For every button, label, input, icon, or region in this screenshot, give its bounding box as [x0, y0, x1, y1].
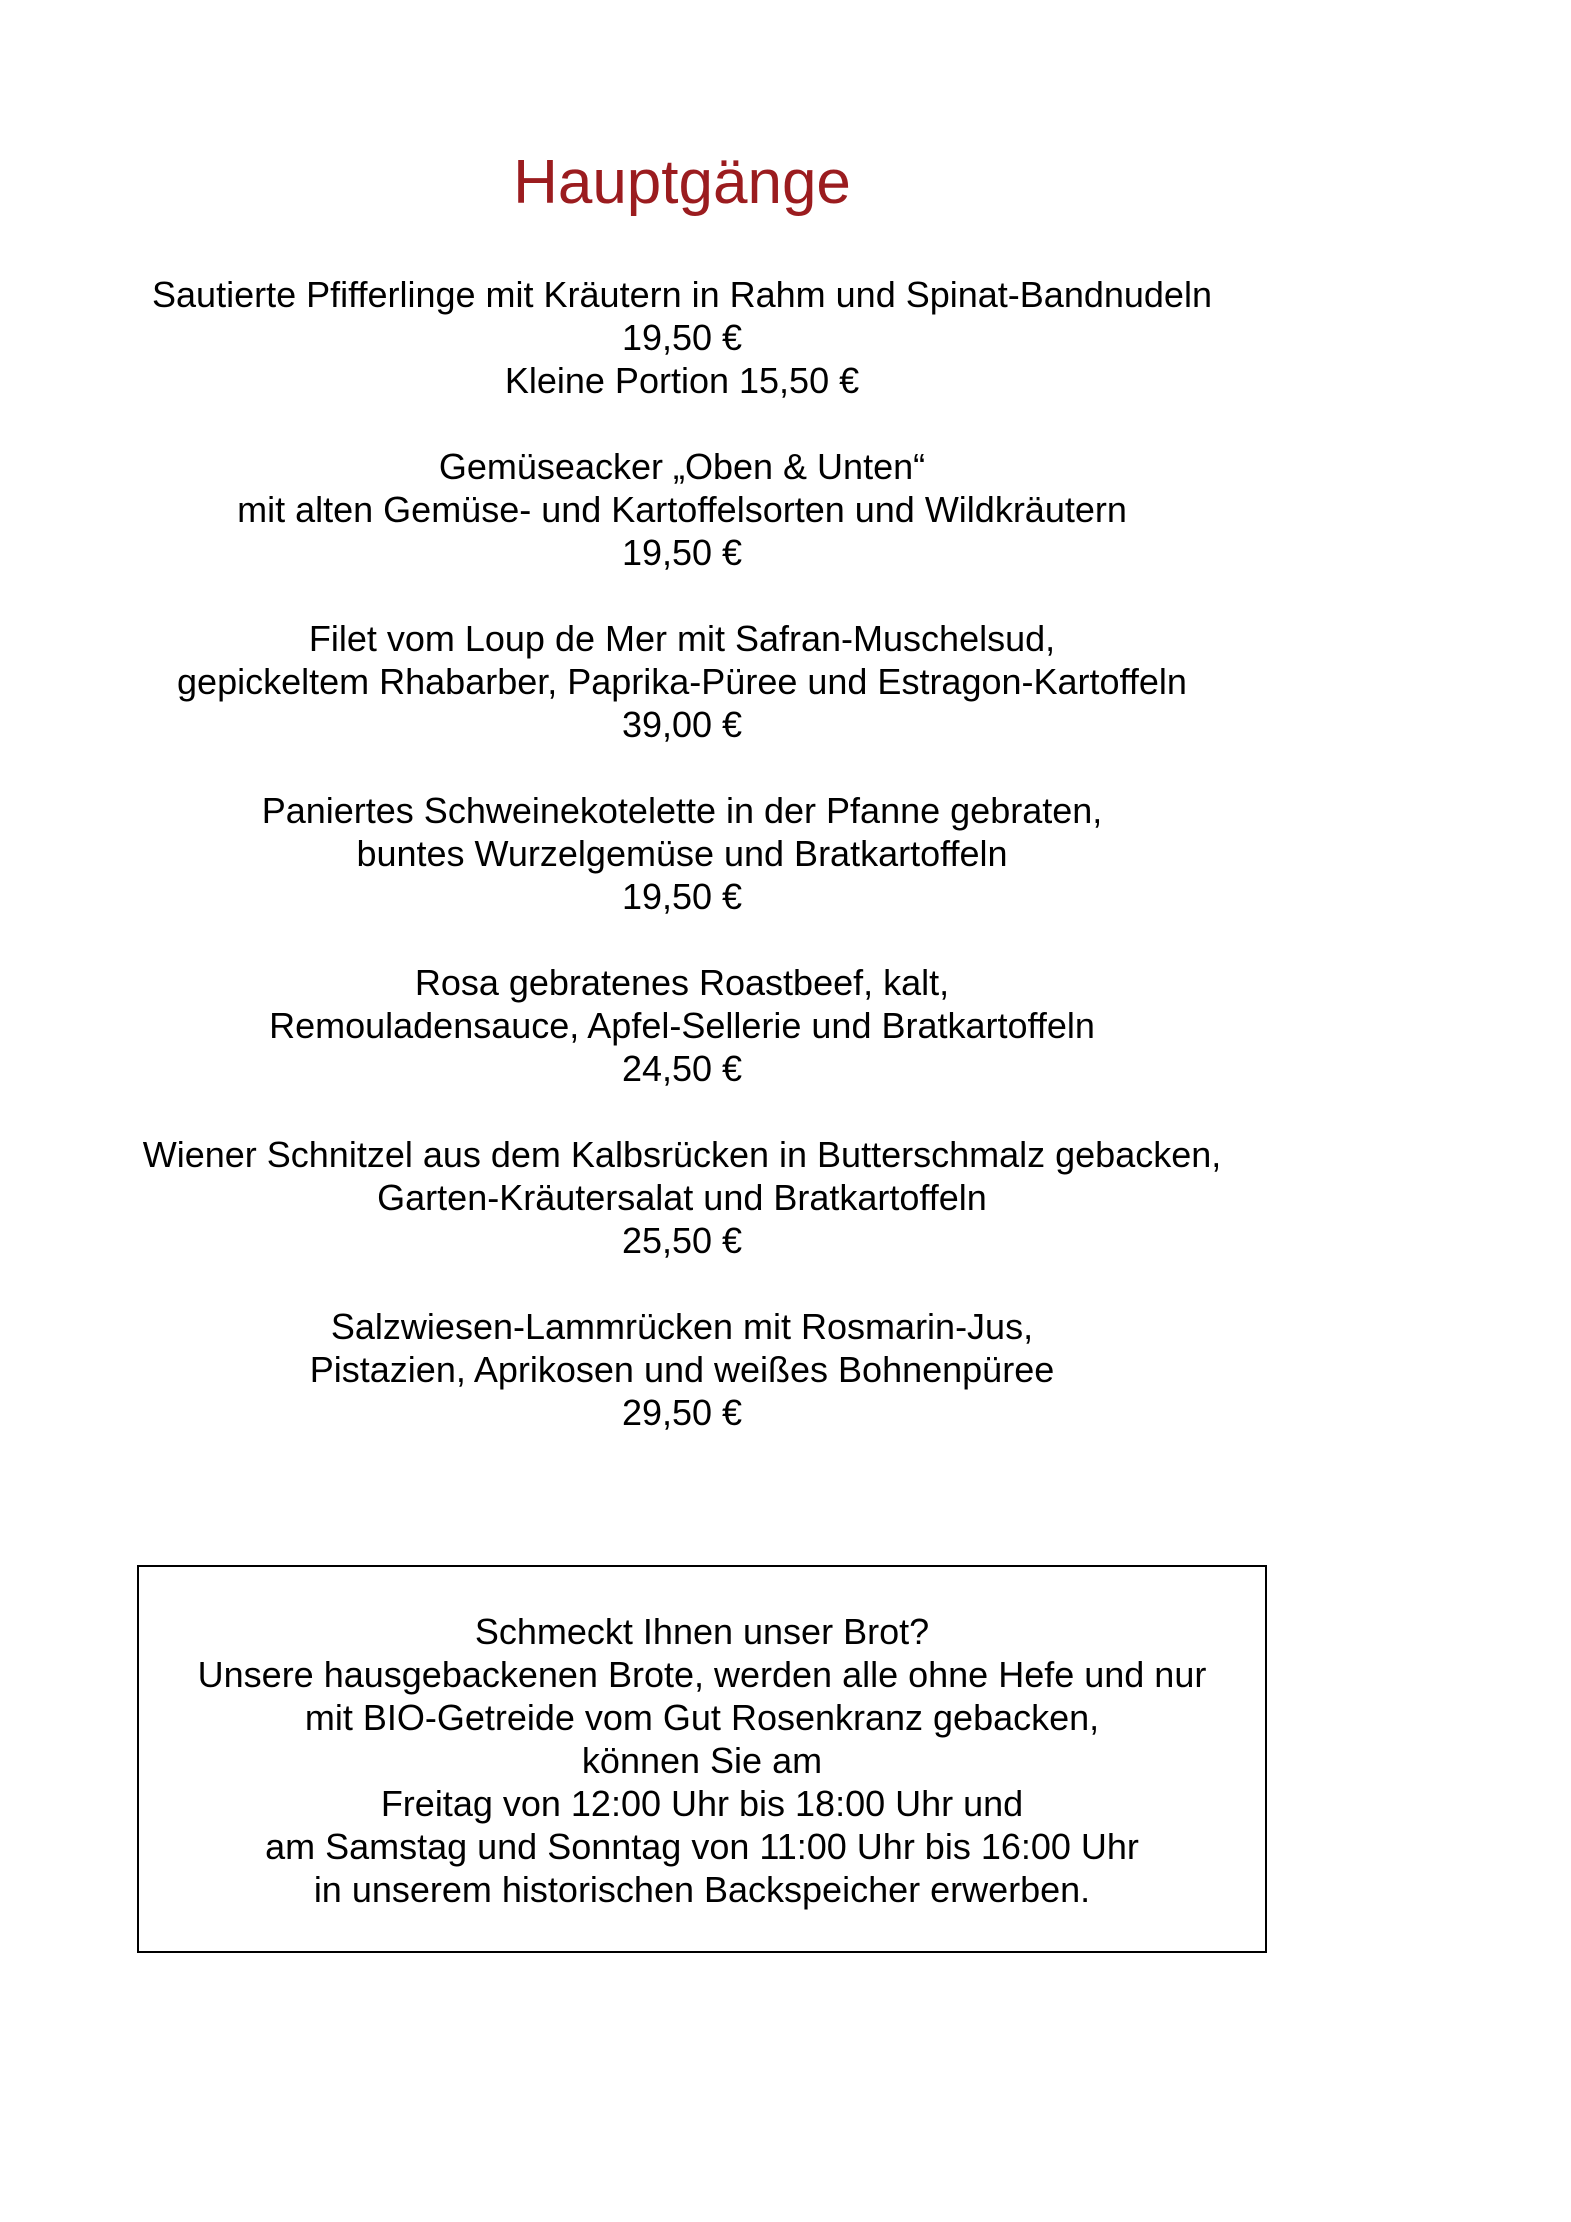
dish-price: 19,50 € [621, 317, 743, 358]
dish-item [0, 1133, 1364, 1262]
bread-info-box [137, 1565, 1267, 1953]
dish-item [0, 789, 1364, 918]
dish-description: Pistazien, Aprikosen und weißes Bohnenpüree [309, 1349, 1055, 1390]
dish-price: 39,00 € [621, 704, 743, 745]
main-course-list [0, 273, 1364, 1477]
bread-info-text: können Sie am [581, 1740, 823, 1781]
dish-description: Salzwiesen-Lammrücken mit Rosmarin-Jus, [330, 1306, 1034, 1347]
dish-description: Rosa gebratenes Roastbeef, kalt, [414, 962, 950, 1003]
dish-description: Gemüseacker „Oben & Unten“ [438, 446, 926, 487]
bread-info-hours-friday: Freitag von 12:00 Uhr bis 18:00 Uhr und [380, 1783, 1024, 1824]
bread-info-hours-weekend: am Samstag und Sonntag von 11:00 Uhr bis 16:00 Uhr [265, 1826, 1139, 1867]
dish-description: Sautierte Pfifferlinge mit Kräutern in Rahm und Spinat-Bandnudeln [152, 274, 1212, 315]
bread-info-text: in unserem historischen Backspeicher erwerben. [313, 1869, 1091, 1910]
dish-description: gepickeltem Rhabarber, Paprika-Püree und Estragon-Kartoffeln [177, 661, 1187, 702]
dish-item [0, 617, 1364, 746]
page-title: Hauptgänge [513, 148, 851, 217]
dish-item [0, 273, 1364, 402]
dish-description: buntes Wurzelgemüse und Bratkartoffeln [356, 833, 1008, 874]
dish-description: Wiener Schnitzel aus dem Kalbsrücken in Butterschmalz gebacken, [142, 1134, 1222, 1175]
dish-item [0, 961, 1364, 1090]
dish-price: 29,50 € [621, 1392, 743, 1433]
dish-item [0, 445, 1364, 574]
bread-info-text: mit BIO-Getreide vom Gut Rosenkranz gebacken, [304, 1697, 1100, 1738]
dish-item [0, 1305, 1364, 1434]
dish-price: 24,50 € [621, 1048, 743, 1089]
dish-description: Filet vom Loup de Mer mit Safran-Muschelsud, [308, 618, 1056, 659]
dish-price: 19,50 € [621, 876, 743, 917]
dish-price: 19,50 € [621, 532, 743, 573]
dish-description: Paniertes Schweinekotelette in der Pfanne gebraten, [261, 790, 1103, 831]
dish-description: mit alten Gemüse- und Kartoffelsorten und Wildkräutern [237, 489, 1127, 530]
dish-description: Garten-Kräutersalat und Bratkartoffeln [377, 1177, 987, 1218]
bread-info-heading: Schmeckt Ihnen unser Brot? [474, 1611, 930, 1652]
dish-description: Remouladensauce, Apfel-Sellerie und Bratkartoffeln [269, 1005, 1095, 1046]
dish-small-portion-price: Kleine Portion 15,50 € [504, 360, 860, 401]
dish-price: 25,50 € [621, 1220, 743, 1261]
bread-info-text: Unsere hausgebackenen Brote, werden alle ohne Hefe und nur [197, 1654, 1207, 1695]
